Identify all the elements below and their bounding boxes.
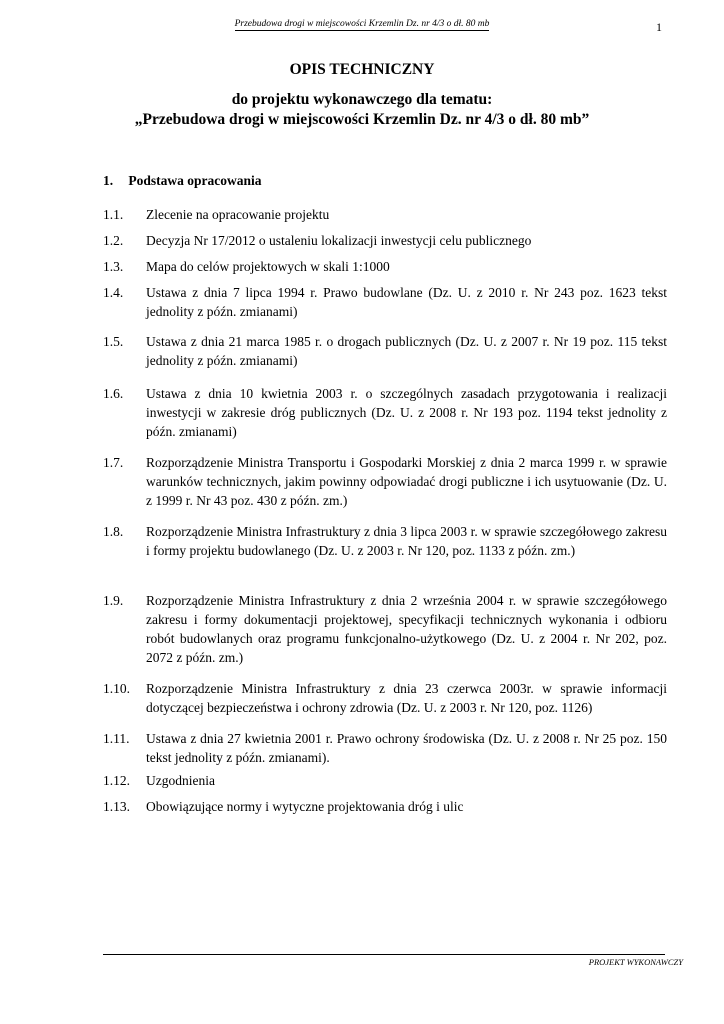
list-item: [103, 205, 667, 224]
list-item: [103, 283, 667, 321]
item-number: 1.2.: [103, 233, 124, 248]
list-item: [103, 384, 667, 441]
item-number: 1.13.: [103, 799, 130, 814]
item-text: Obowiązujące normy i wytyczne projektowania dróg i ulic: [146, 799, 464, 814]
page-number: 1: [656, 20, 662, 34]
item-number: 1.4.: [103, 285, 124, 300]
item-number: 1.9.: [103, 593, 124, 608]
item-number: 1.1.: [103, 207, 124, 222]
running-header-text: Przebudowa drogi w miejscowości Krzemlin Dz. nr 4/3 o dł. 80 mb: [234, 19, 490, 29]
item-text: Uzgodnienia: [146, 773, 215, 788]
running-header: [0, 19, 724, 29]
footer-label: PROJEKT WYKONAWCZY: [588, 957, 683, 967]
item-text: Zlecenie na opracowanie projektu: [146, 207, 330, 222]
item-number: 1.3.: [103, 259, 124, 274]
document-subject: „Przebudowa drogi w miejscowości Krzemlin Dz. nr 4/3 o dł. 80 mb”: [134, 111, 590, 128]
document-title: OPIS TECHNICZNY: [289, 61, 435, 78]
item-number: 1.11.: [103, 731, 130, 746]
list-item: [103, 679, 667, 717]
item-number: 1.8.: [103, 524, 124, 539]
item-number: 1.6.: [103, 386, 124, 401]
list-item: [103, 332, 667, 370]
footer-divider: [103, 954, 665, 955]
list-item: [103, 729, 667, 767]
item-number: 1.7.: [103, 455, 124, 470]
item-number: 1.10.: [103, 681, 130, 696]
item-number: 1.5.: [103, 334, 124, 349]
list-item: [103, 522, 667, 560]
item-text: Rozporządzenie Ministra Infrastruktury z dnia 23 czerwca 2003r. w sprawie informacji dotyczącej bezpieczeństwa i ochrony zdrowia (Dz. U. z 2003 r. Nr 120, poz. 1126): [146, 681, 667, 715]
section-title: Podstawa opracowania: [128, 173, 262, 188]
document-subtitle: do projektu wykonawczego dla tematu:: [231, 91, 493, 108]
item-text: Rozporządzenie Ministra Transportu i Gospodarki Morskiej z dnia 2 marca 1999 r. w sprawie warunków technicznych, jakim powinny odpowiadać drogi publiczne i ich usytuowanie (Dz. U. z 1999 r. Nr 43 poz. 430 z późn. zm.): [146, 455, 667, 508]
list-item: [103, 453, 667, 510]
section-number: 1.: [103, 173, 114, 188]
list-item: [103, 257, 667, 276]
title-block: [0, 60, 724, 130]
list-item: [103, 591, 667, 667]
section-heading: [103, 173, 262, 189]
item-text: Ustawa z dnia 21 marca 1985 r. o drogach publicznych (Dz. U. z 2007 r. Nr 19 poz. 115 tekst jednolity z późn. zmianami): [146, 334, 667, 368]
item-text: Decyzja Nr 17/2012 o ustaleniu lokalizacji inwestycji celu publicznego: [146, 233, 532, 248]
item-text: Rozporządzenie Ministra Infrastruktury z dnia 3 lipca 2003 r. w sprawie szczegółowego zakresu i formy projektu budowlanego (Dz. U. z 2003 r. Nr 120, poz. 1133 z późn. zm.): [146, 524, 667, 558]
item-number: 1.12.: [103, 773, 130, 788]
item-text: Mapa do celów projektowych w skali 1:1000: [146, 259, 390, 274]
item-text: Ustawa z dnia 27 kwietnia 2001 r. Prawo ochrony środowiska (Dz. U. z 2008 r. Nr 25 poz. 150 tekst jednolity z późn. zmianami).: [146, 731, 667, 765]
list-item: [103, 231, 667, 250]
item-text: Ustawa z dnia 10 kwietnia 2003 r. o szczególnych zasadach przygotowania i realizacji inwestycji w zakresie dróg publicznych (Dz. U. z 2008 r. Nr 193 poz. 1194 tekst jednolity z późn. zmianami): [146, 386, 667, 439]
list-item: [103, 797, 667, 816]
list-item: [103, 771, 667, 790]
item-text: Rozporządzenie Ministra Infrastruktury z dnia 2 września 2004 r. w sprawie szczegółowego zakresu i formy dokumentacji projektowej, specyfikacji technicznych wykonania i odbioru robót budowlanych oraz programu funkcjonalno-użytkowego (Dz. U. z 2004 r. Nr 202, poz. 2072 z późn. zm.): [146, 593, 667, 665]
item-text: Ustawa z dnia 7 lipca 1994 r. Prawo budowlane (Dz. U. z 2010 r. Nr 243 poz. 1623 tekst jednolity z późn. zmianami): [146, 285, 667, 319]
